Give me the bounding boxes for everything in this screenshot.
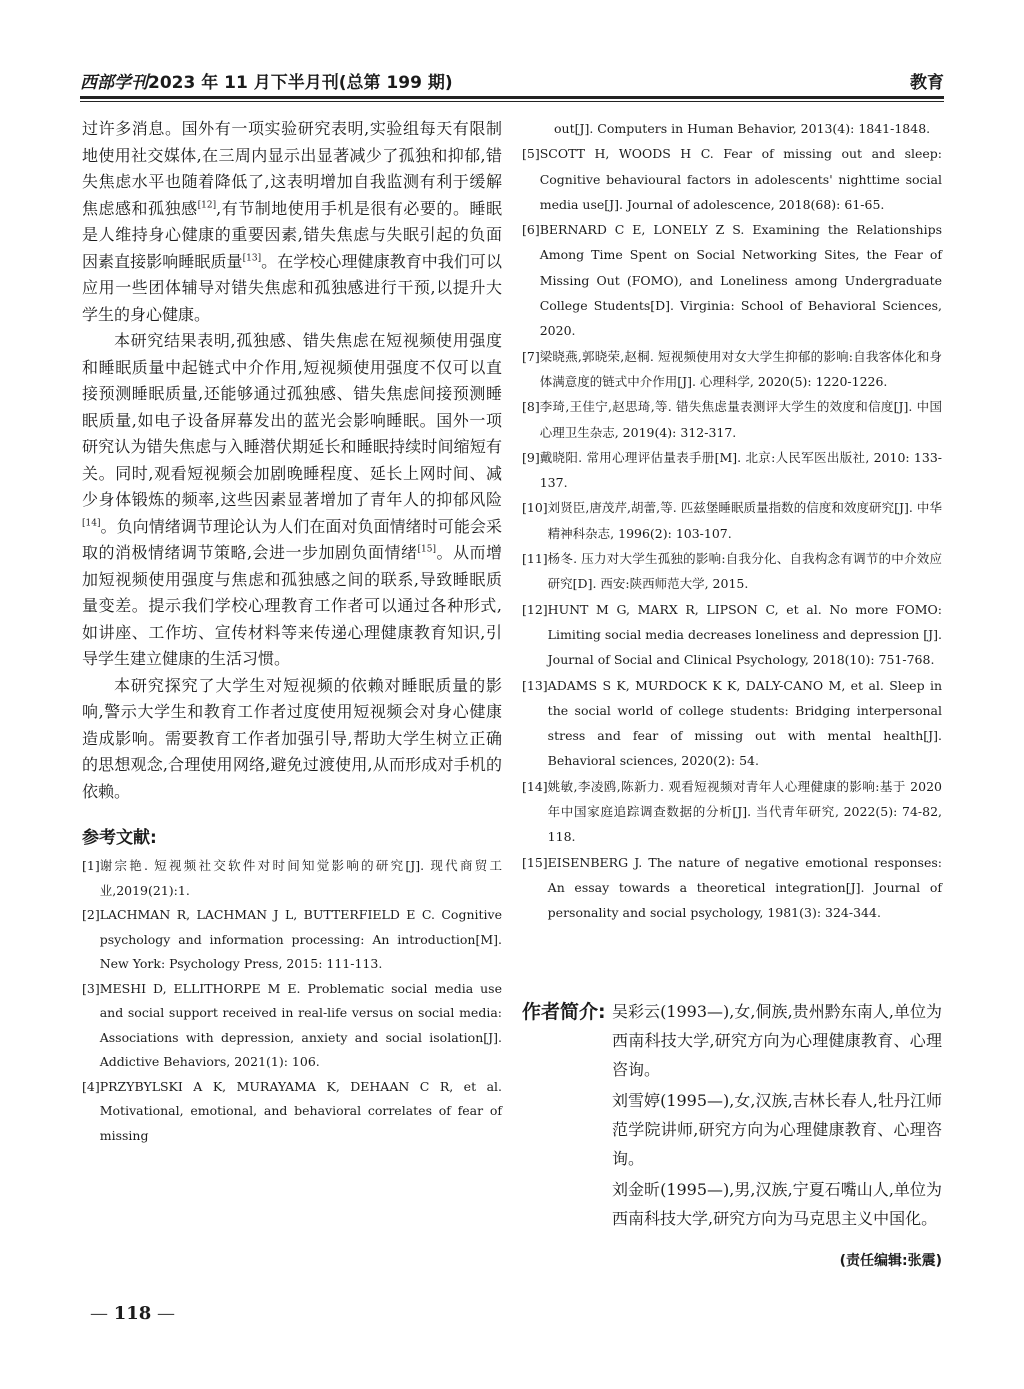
reference-item	[522, 394, 942, 445]
footer-dash-right: —	[151, 1303, 176, 1324]
author-bio-label: 作者简介:	[522, 1001, 606, 1023]
author-bio: 刘金昕(1995—),男,汉族,宁夏石嘴山人,单位为西南科技大学,研究方向为马克思主义中国化。	[612, 1180, 942, 1228]
reference-item	[522, 774, 942, 850]
responsible-editor: (责任编辑:张震)	[839, 1253, 942, 1269]
journal-issue	[80, 68, 453, 93]
paragraph-text: 过许多消息。国外有一项实验研究表明,实验组每天有限制地使用社交媒体,在三周内显示出显著减少了孤独和抑郁,错失焦虑水平也随着降低了,这表明增加自我监测有利于缓解焦虑感和孤独感[12],有节制地使用手机是很有必要的。睡眠是人维持身心健康的重要因素,错失焦虑与失眠引起的负面因素直接影响睡眠质量[13]。在学校心理健康教育中我们可以应用一些团体辅导对错失焦虑和孤独感进行干预,以提升大学生的身心健康。	[82, 119, 502, 324]
right-column	[522, 116, 942, 926]
reference-continuation	[522, 116, 942, 141]
reference-number: [13]	[522, 677, 548, 693]
reference-text: PRZYBYLSKI A K, MURAYAMA K, DEHAAN C R, et al. Motivational, emotional, and behavioral correlates of fear of missing	[99, 1078, 502, 1143]
reference-text: HUNT M G, MARX R, LIPSON C, et al. No more FOMO: Limiting social media decreases loneliness and depression [J]. Journal of Social and Clinical Psychology, 2018(10): 751-768.	[547, 601, 942, 668]
issue-info: 2023 年 11 月下半月刊(总第 199 期)	[148, 73, 453, 93]
section-name: 教育	[910, 73, 944, 93]
reference-text: SCOTT H, WOODS H C. Fear of missing out and sleep: Cognitive behavioural factors in adolescents' nighttime social media use[J]. Journal of adolescence, 2018(68): 61-65.	[539, 146, 942, 212]
reference-text: out[J]. Computers in Human Behavior, 2013(4): 1841-1848.	[554, 121, 931, 136]
author-bio: 刘雪婷(1995—),女,汉族,吉林长春人,牡丹江师范学院讲师,研究方向为心理健康教育、心理咨询。	[612, 1091, 942, 1168]
reference-number: [8]	[522, 399, 540, 415]
reference-number: [11]	[522, 551, 548, 567]
paragraph-text: 本研究探究了大学生对短视频的依赖对睡眠质量的影响,警示大学生和教育工作者过度使用短视频会对身心健康造成影响。需要教育工作者加强引导,帮助大学生树立正确的思想观念,合理使用网络,避免过渡使用,从而形成对手机的依赖。	[82, 675, 502, 801]
references-title: 参考文献:	[82, 828, 157, 848]
reference-item	[82, 977, 502, 1075]
left-column	[82, 116, 502, 1148]
journal-name: 西部学刊	[80, 73, 148, 93]
reference-item	[522, 344, 942, 395]
page-number-footer	[90, 1303, 175, 1324]
reference-number: [3]	[82, 980, 100, 996]
citation-marker: [14]	[82, 518, 101, 529]
reference-item	[522, 546, 942, 597]
header-rule	[80, 96, 944, 99]
reference-number: [2]	[82, 907, 100, 922]
reference-text: 杨冬. 压力对大学生孤独的影响:自我分化、自我构念有调节的中介效应研究[D]. 西安:陕西师范大学, 2015.	[547, 551, 942, 592]
author-bio-list	[612, 997, 942, 1233]
header-rule-thin	[80, 101, 944, 102]
reference-item	[82, 903, 502, 977]
reference-text: 刘贤臣,唐茂芹,胡蕾,等. 匹兹堡睡眠质量指数的信度和效度研究[J]. 中华精神科杂志, 1996(2): 103-107.	[547, 500, 942, 541]
reference-number: [6]	[522, 222, 540, 238]
page-number: 118	[113, 1303, 152, 1324]
body-paragraph	[82, 673, 502, 806]
citation-marker: [13]	[242, 253, 262, 264]
reference-item	[522, 850, 942, 926]
reference-number: [5]	[522, 146, 540, 162]
reference-text: EISENBERG J. The nature of negative emotional responses: An essay towards a theoretical integration[J]. Journal of personality and social psychology, 1981(3): 324-344.	[547, 854, 942, 921]
reference-number: [15]	[522, 854, 548, 870]
reference-text: 李琦,王佳宁,赵思琦,等. 错失焦虑量表测评大学生的效度和信度[J]. 中国心理卫生杂志, 2019(4): 312-317.	[539, 399, 942, 440]
reference-item	[522, 495, 942, 546]
reference-text: 戴晓阳. 常用心理评估量表手册[M]. 北京:人民军医出版社, 2010: 133-137.	[539, 449, 942, 491]
reference-text: 谢宗艳. 短视频社交软件对时间知觉影响的研究[J]. 现代商贸工业,2019(21):1.	[99, 858, 502, 898]
reference-number: [9]	[522, 449, 540, 465]
body-paragraph	[82, 328, 502, 673]
reference-text: MESHI D, ELLITHORPE M E. Problematic social media use and social support received in real-life versus on social media: Associations with depression, anxiety and social isolation[J]. Addictive Behaviors, 2021(1): 106.	[99, 980, 502, 1069]
reference-number: [1]	[82, 858, 100, 873]
reference-number: [7]	[522, 348, 540, 364]
reference-number: [12]	[522, 601, 548, 617]
reference-number: [14]	[522, 778, 548, 794]
reference-text: ADAMS S K, MURDOCK K K, DALY-CANO M, et al. Sleep in the social world of college students: Bridging interpersonal stress and fear of missing out with mental health[J]. Behavioral sciences, 2020(2): 54.	[547, 677, 942, 769]
reference-text: BERNARD C E, LONELY Z S. Examining the Relationships Among Time Spent on Social Networking Sites, the Fear of Missing Out (FOMO), and Loneliness among Undergraduate College Students[D]. Virginia: School of Behavioral Sciences, 2020.	[539, 222, 942, 339]
reference-number: [10]	[522, 500, 548, 516]
reference-item	[82, 854, 502, 903]
reference-text: 姚敏,李凌鸥,陈新力. 观看短视频对青年人心理健康的影响:基于 2020 年中国家庭追踪调查数据的分析[J]. 当代青年研究, 2022(5): 74-82, 118.	[547, 778, 942, 845]
reference-list	[82, 854, 502, 1148]
footer-dash-left: —	[90, 1303, 114, 1324]
reference-item	[82, 1075, 502, 1149]
reference-item	[522, 141, 942, 217]
author-bio: 吴彩云(1993—),女,侗族,贵州黔东南人,单位为西南科技大学,研究方向为心理健康教育、心理咨询。	[612, 1002, 942, 1079]
reference-text: 梁晓燕,郭晓荣,赵桐. 短视频使用对女大学生抑郁的影响:自我客体化和身体满意度的链式中介作用[J]. 心理科学, 2020(5): 1220-1226.	[539, 348, 942, 389]
reference-item	[522, 597, 942, 673]
reference-item	[522, 445, 942, 496]
citation-marker: [12]	[197, 200, 217, 211]
reference-text: LACHMAN R, LACHMAN J L, BUTTERFIELD E C. Cognitive psychology and information processing: An introduction[M]. New York: Psychology Press, 2015: 111-113.	[99, 907, 502, 971]
body-paragraph	[82, 116, 502, 328]
reference-number: [4]	[82, 1078, 100, 1094]
reference-item	[522, 673, 942, 774]
paragraph-text: 本研究结果表明,孤独感、错失焦虑在短视频使用强度和睡眠质量中起链式中介作用,短视频使用强度不仅可以直接预测睡眠质量,还能够通过孤独感、错失焦虑间接预测睡眠质量,如电子设备屏幕发出的蓝光会影响睡眠。国外一项研究认为错失焦虑与入睡潜伏期延长和睡眠持续时间缩短有关。同时,观看短视频会加剧晚睡程度、延长上网时间、减少身体锻炼的频率,这些因素显著增加了青年人的抑郁风险[14]。负向情绪调节理论认为人们在面对负面情绪时可能会采取的消极情绪调节策略,会进一步加剧负面情绪[15]。从而增加短视频使用强度与焦虑和孤独感之间的联系,导致睡眠质量变差。提示我们学校心理教育工作者可以通过各种形式,如讲座、工作坊、宣传材料等来传递心理健康教育知识,引导学生建立健康的生活习惯。	[82, 331, 502, 668]
citation-marker: [15]	[417, 544, 436, 555]
reference-item	[522, 217, 942, 343]
